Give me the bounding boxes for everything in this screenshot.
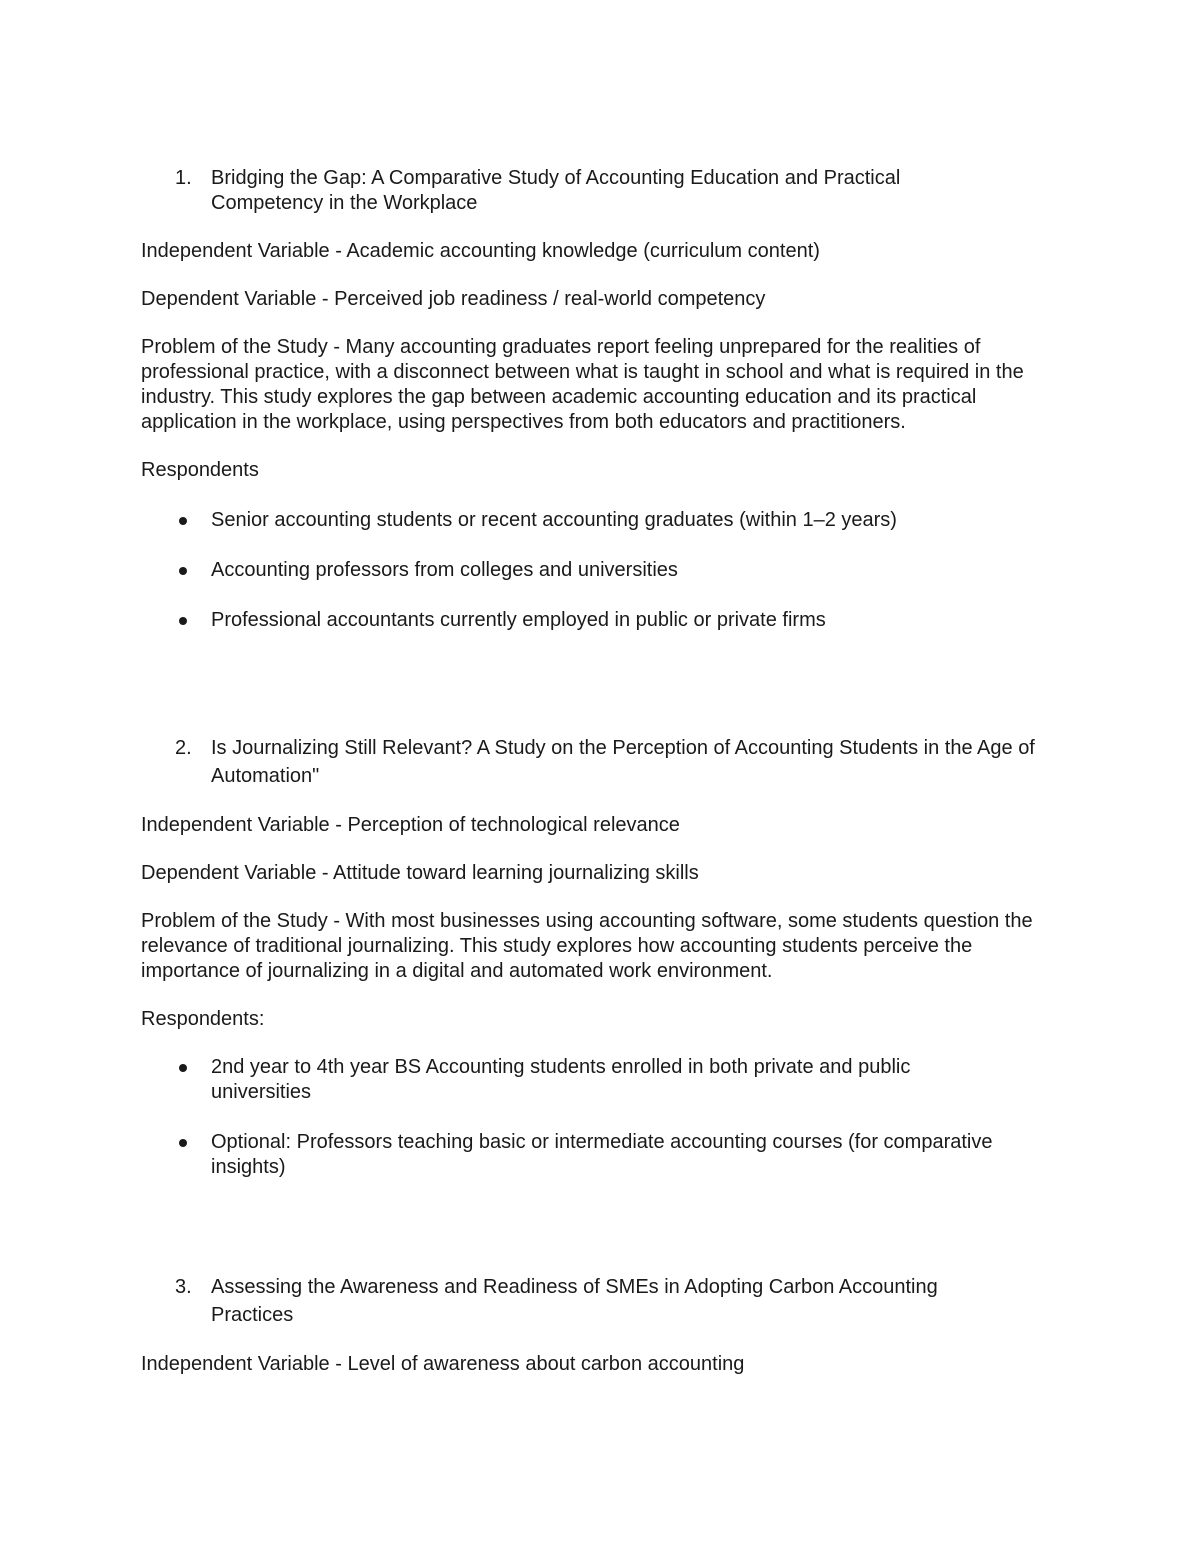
study-1-title-text: Bridging the Gap: A Comparative Study of Accounting Education and Practical Competency in the Workplace (211, 167, 901, 214)
study-2-respondent-item: 2nd year to 4th year BS Accounting students enrolled in both private and public universities (141, 1055, 1071, 1105)
study-2-title (141, 734, 1071, 790)
bullet-icon (179, 1139, 187, 1147)
study-1-problem: Problem of the Study - Many accounting graduates report feeling unprepared for the realities of professional practice, with a disconnect between what is taught in school and what is required in the industry. This study explores the gap between academic accounting education and its practical application in the workplace, using perspectives from both educators and practitioners. (141, 336, 1024, 433)
study-1-respondent-item: Senior accounting students or recent accounting graduates (within 1–2 years) (141, 508, 1071, 533)
study-3-independent-variable: Independent Variable - Level of awareness about carbon accounting (141, 1353, 745, 1375)
bullet-icon (179, 567, 187, 575)
bullet-icon (179, 517, 187, 525)
document-body (141, 166, 1071, 1377)
study-1-respondent-item: Accounting professors from colleges and universities (141, 558, 1071, 583)
study-3-title-text: Assessing the Awareness and Readiness of SMEs in Adopting Carbon Accounting Practices (211, 1276, 938, 1326)
bullet-icon (179, 617, 187, 625)
study-2-respondent-item: Optional: Professors teaching basic or intermediate accounting courses (for comparative insights) (141, 1130, 1071, 1180)
study-3-number: 3. (175, 1276, 192, 1298)
bullet-icon (179, 1064, 187, 1072)
study-3-title (141, 1273, 1071, 1329)
study-2-independent-variable: Independent Variable - Perception of technological relevance (141, 814, 680, 836)
study-1-respondent-item: Professional accountants currently employed in public or private firms (141, 608, 1071, 633)
study-2-title-text: Is Journalizing Still Relevant? A Study on the Perception of Accounting Students in the Age of Automation" (211, 737, 1035, 787)
study-1-dependent-variable: Dependent Variable - Perceived job readiness / real-world competency (141, 288, 766, 310)
study-2-respondents-label: Respondents: (141, 1008, 265, 1030)
study-1-title (141, 166, 1071, 216)
study-1-respondents-label: Respondents (141, 459, 259, 481)
study-1-number: 1. (175, 167, 192, 189)
study-2-number: 2. (175, 737, 192, 759)
study-2-dependent-variable: Dependent Variable - Attitude toward learning journalizing skills (141, 862, 699, 884)
study-2-problem: Problem of the Study - With most businesses using accounting software, some students question the relevance of traditional journalizing. This study explores how accounting students perceive the importance of journalizing in a digital and automated work environment. (141, 910, 1033, 982)
study-1-independent-variable: Independent Variable - Academic accounting knowledge (curriculum content) (141, 240, 820, 262)
